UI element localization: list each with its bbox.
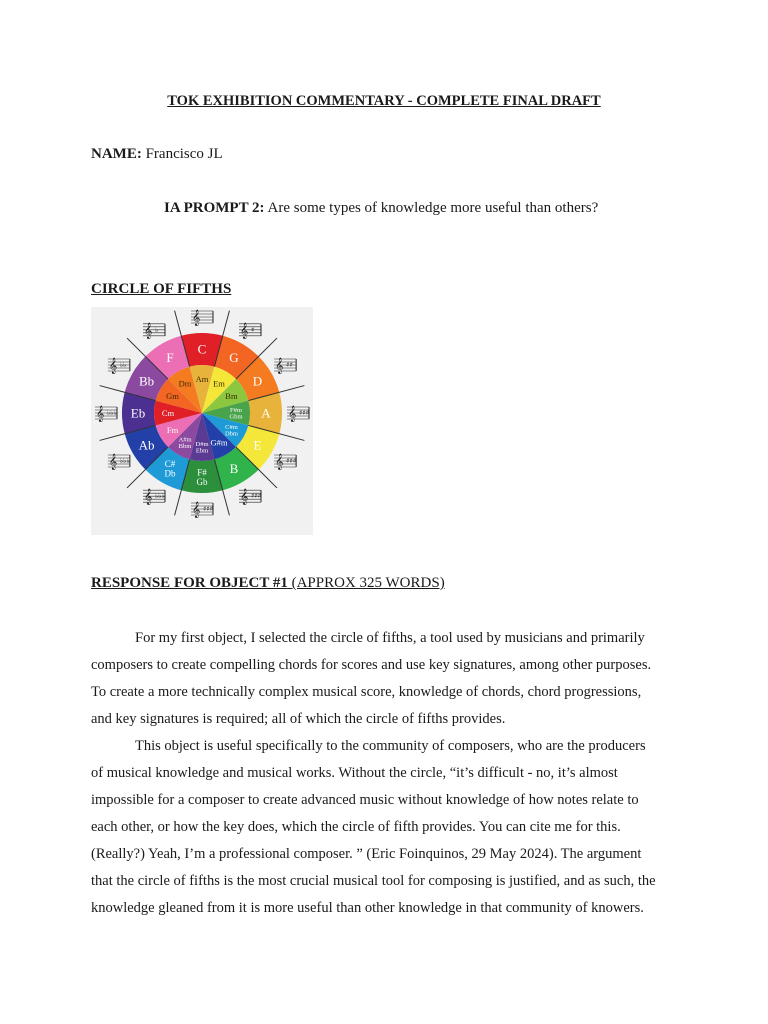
svg-text:𝄞: 𝄞: [108, 454, 118, 470]
paragraph-line: To create a more technically complex musical score, knowledge of chords, chord progressions,: [91, 684, 642, 700]
document-title: TOK EXHIBITION COMMENTARY - COMPLETE FINAL DRAFT: [167, 93, 601, 109]
paragraph-line: composers to create compelling chords for scores and use key signatures, among other purposes.: [91, 657, 652, 673]
paragraph-line: This object is useful specifically to the community of composers, who are the producers: [135, 738, 646, 754]
key-signature-icon: [287, 406, 309, 422]
major-key-label: A: [261, 405, 271, 421]
key-signature-icon: [239, 489, 261, 505]
prompt-line: [164, 200, 598, 217]
name-value: Francisco JL: [145, 146, 223, 162]
key-signature-icon: [108, 454, 130, 470]
key-signature-icon: [108, 358, 130, 374]
minor-key-label: Am: [195, 373, 209, 384]
svg-text:𝄞: 𝄞: [240, 322, 249, 339]
paragraph-line: of musical knowledge and musical works. Without the circle, “it’s difficult - no, it’s almost: [91, 765, 618, 781]
svg-text:𝄞: 𝄞: [275, 454, 284, 470]
svg-text:♯: ♯: [251, 325, 255, 334]
svg-text:♭: ♭: [155, 325, 159, 334]
major-key-label: E: [253, 437, 262, 453]
response-heading-label: RESPONSE FOR OBJECT #1: [91, 575, 288, 591]
word-count-note: (APPROX 325 WORDS): [291, 575, 445, 591]
paragraph-line: impossible for a composer to create advanced music without knowledge of how notes relate to: [91, 792, 639, 808]
paragraph-line: and key signatures is required; all of which the circle of fifths provides.: [91, 711, 506, 727]
key-signature-icon: [143, 323, 165, 339]
paragraph-line: (Really?) Yeah, I’m a professional composer. ” (Eric Foinquinos, 29 May 2024). The argument: [91, 846, 642, 862]
minor-key-label: Fm: [166, 424, 179, 435]
major-key-label: Eb: [130, 405, 146, 421]
svg-text:𝄞: 𝄞: [144, 489, 153, 506]
svg-text:♭♭♭: ♭♭♭: [107, 409, 117, 417]
svg-text:𝄞: 𝄞: [192, 310, 201, 326]
major-key-label: F: [166, 350, 174, 366]
prompt-value: Are some types of knowledge more useful than others?: [267, 200, 599, 216]
minor-key-label: Cm: [161, 407, 175, 418]
circle-of-fifths-heading: CIRCLE OF FIFTHS: [91, 281, 232, 297]
minor-key-label: C#m Dbm: [224, 423, 238, 438]
paragraph: [91, 625, 681, 733]
minor-key-label: Gm: [166, 390, 179, 401]
name-line: [91, 146, 223, 163]
key-signature-icon: [239, 323, 261, 339]
svg-text:♯♯♯: ♯♯♯: [203, 505, 214, 513]
svg-text:♯♯♯: ♯♯♯: [299, 409, 310, 417]
svg-text:𝄞: 𝄞: [288, 406, 297, 422]
name-label: NAME:: [91, 146, 142, 162]
major-key-label: C: [197, 341, 207, 357]
minor-key-label: Em: [213, 378, 225, 389]
paragraph-line: For my first object, I selected the circle of fifths, a tool used by musicians and primarily: [135, 630, 645, 646]
minor-key-label: Dm: [178, 378, 192, 389]
major-key-label: D: [252, 373, 263, 389]
svg-text:𝄞: 𝄞: [240, 489, 249, 506]
minor-key-label: F#m Gbm: [229, 406, 243, 421]
key-signature-icon: [143, 489, 165, 505]
svg-text:𝄞: 𝄞: [108, 358, 118, 374]
minor-key-label: A#m Bbm: [178, 436, 192, 451]
svg-text:𝄞: 𝄞: [275, 358, 284, 374]
major-key-label: B: [229, 460, 239, 476]
key-signature-icon: [274, 358, 296, 374]
paragraph-line: each other, or how the key does, which the circle of fifth provides. You can cite me for this.: [91, 819, 621, 835]
key-signature-icon: [274, 454, 296, 470]
key-signature-icon: [191, 502, 213, 518]
major-key-label: C# Db: [164, 458, 176, 479]
major-key-label: Ab: [138, 437, 155, 453]
paragraph-line: that the circle of fifths is the most crucial musical tool for composing is justified, and as such, the: [91, 873, 656, 889]
svg-text:♭♭♭: ♭♭♭: [119, 457, 130, 465]
svg-text:♯♯: ♯♯: [286, 361, 293, 369]
key-signature-icon: [191, 310, 213, 326]
prompt-label: IA PROMPT 2:: [164, 200, 265, 216]
minor-key-label: D#m Ebm: [195, 440, 209, 455]
svg-text:♭♭: ♭♭: [119, 361, 127, 369]
svg-text:𝄞: 𝄞: [144, 322, 153, 339]
key-signature-icon: [95, 406, 117, 422]
major-key-label: F# Gb: [196, 467, 208, 487]
paragraph-line: knowledge gleaned from it is more useful than other knowledge in that community of knowers.: [91, 900, 644, 916]
major-key-label: Bb: [138, 373, 155, 389]
response-body: [91, 625, 681, 922]
major-key-label: G: [229, 350, 239, 366]
svg-text:♯♯♯: ♯♯♯: [286, 457, 297, 465]
svg-text:♭♭♭: ♭♭♭: [155, 492, 165, 501]
svg-text:𝄞: 𝄞: [192, 502, 201, 518]
minor-key-label: G#m: [210, 437, 228, 448]
paragraph: [91, 733, 681, 922]
circle-of-fifths-image: [91, 307, 313, 535]
svg-text:♯♯♯: ♯♯♯: [251, 492, 262, 501]
minor-key-label: Bm: [225, 390, 238, 401]
circle-of-fifths-wheel: [91, 307, 313, 535]
svg-text:𝄞: 𝄞: [96, 406, 105, 422]
response-heading: [91, 575, 445, 592]
